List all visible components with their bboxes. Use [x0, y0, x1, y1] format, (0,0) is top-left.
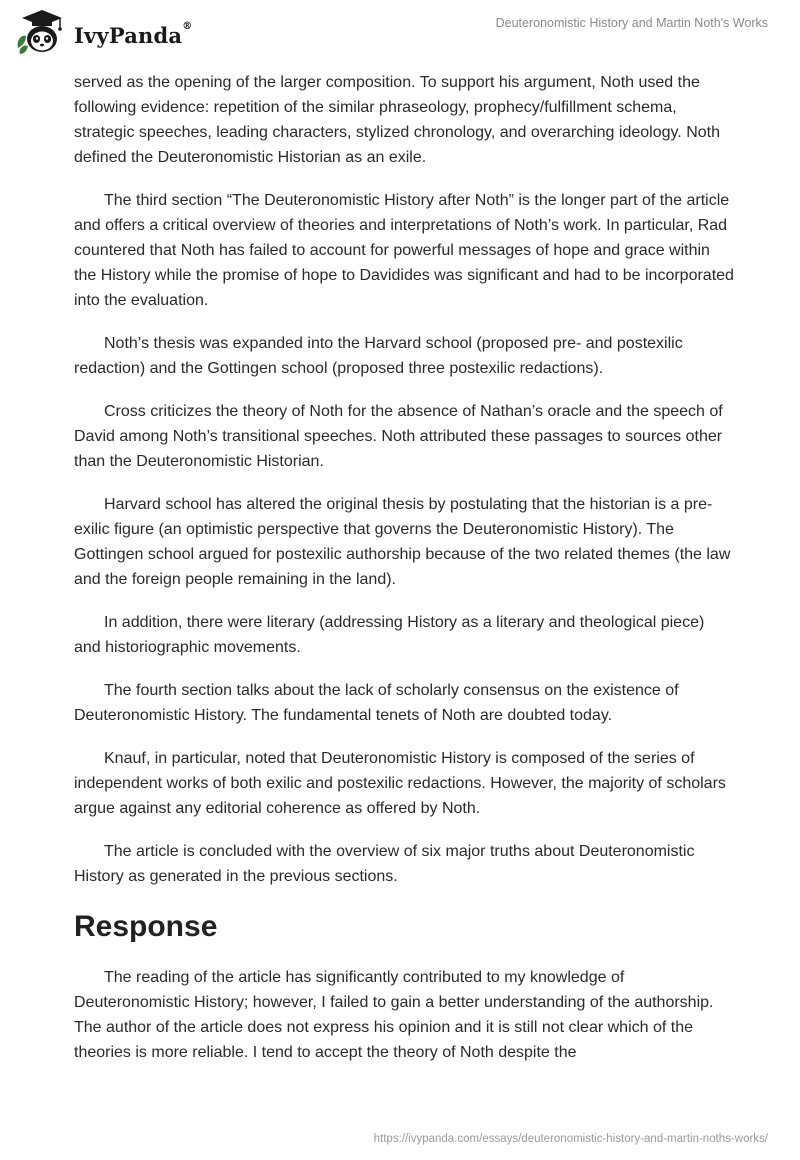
response-paragraph: The reading of the article has significantly contributed to my knowledge of Deuteronomistic History; however, I failed to gain a better understanding of the authorship. The author of the article does not express his opinion and it is still not clear which of the theories is more reliable. I tend to accept the theory of Noth despite the [74, 969, 714, 1061]
paragraph: Harvard school has altered the original thesis by postulating that the historian is a pre-exilic figure (an optimistic perspective that governs the Deuteronomistic History). The Gottingen school argued for postexilic authorship because of the two related themes (the law and the foreign people remaining in the land). [74, 496, 731, 588]
source-url[interactable]: https://ivypanda.com/essays/deuteronomistic-history-and-martin-noths-works/ [373, 1133, 768, 1145]
paragraph-continuation: served as the opening of the larger composition. To support his argument, Noth used the following evidence: repetition of the similar phraseology, prophecy/fulfillment schema, strategic speeches, leading characters, stylized chronology, and overarching ideology. Noth defined the Deuteronomistic Historian as an exile. [74, 74, 720, 166]
logo-name: IvyPanda [74, 22, 183, 48]
paragraph: In addition, there were literary (addressing History as a literary and theological piece) and historiographic movements. [74, 614, 705, 656]
paragraph: The article is concluded with the overview of six major truths about Deuteronomistic History as generated in the previous sections. [74, 843, 695, 885]
ivypanda-logo[interactable] [14, 8, 192, 56]
logo-wordmark [74, 20, 193, 48]
paragraph: Noth’s thesis was expanded into the Harvard school (proposed pre- and postexilic redaction) and the Gottingen school (proposed three postexilic redactions). [74, 335, 683, 377]
panda-graduate-icon [14, 8, 66, 56]
paragraph: The third section “The Deuteronomistic History after Noth” is the longer part of the article and offers a critical overview of theories and interpretations of Noth’s work. In particular, Rad countered that Noth has failed to account for powerful messages of hope and grace within the History while the promise of hope to Davidides was significant and had to be incorporated into the evaluation. [74, 192, 734, 309]
paragraph: Knauf, in particular, noted that Deuteronomistic History is composed of the series of independent works of both exilic and postexilic redactions. However, the majority of scholars argue against any editorial coherence as offered by Noth. [74, 750, 726, 817]
paragraph: The fourth section talks about the lack of scholarly consensus on the existence of Deuteronomistic History. The fundamental tenets of Noth are doubted today. [74, 682, 679, 724]
document-title: Deuteronomistic History and Martin Noth's Works [495, 16, 768, 30]
registered-mark: ® [182, 20, 193, 32]
page-header [0, 0, 800, 62]
section-heading-response: Response [74, 910, 218, 943]
paragraph: Cross criticizes the theory of Noth for the absence of Nathan’s oracle and the speech of David among Noth’s transitional speeches. Noth attributed these passages to sources other than the Deuteronomistic Historian. [74, 403, 723, 470]
essay-content [74, 70, 734, 1083]
